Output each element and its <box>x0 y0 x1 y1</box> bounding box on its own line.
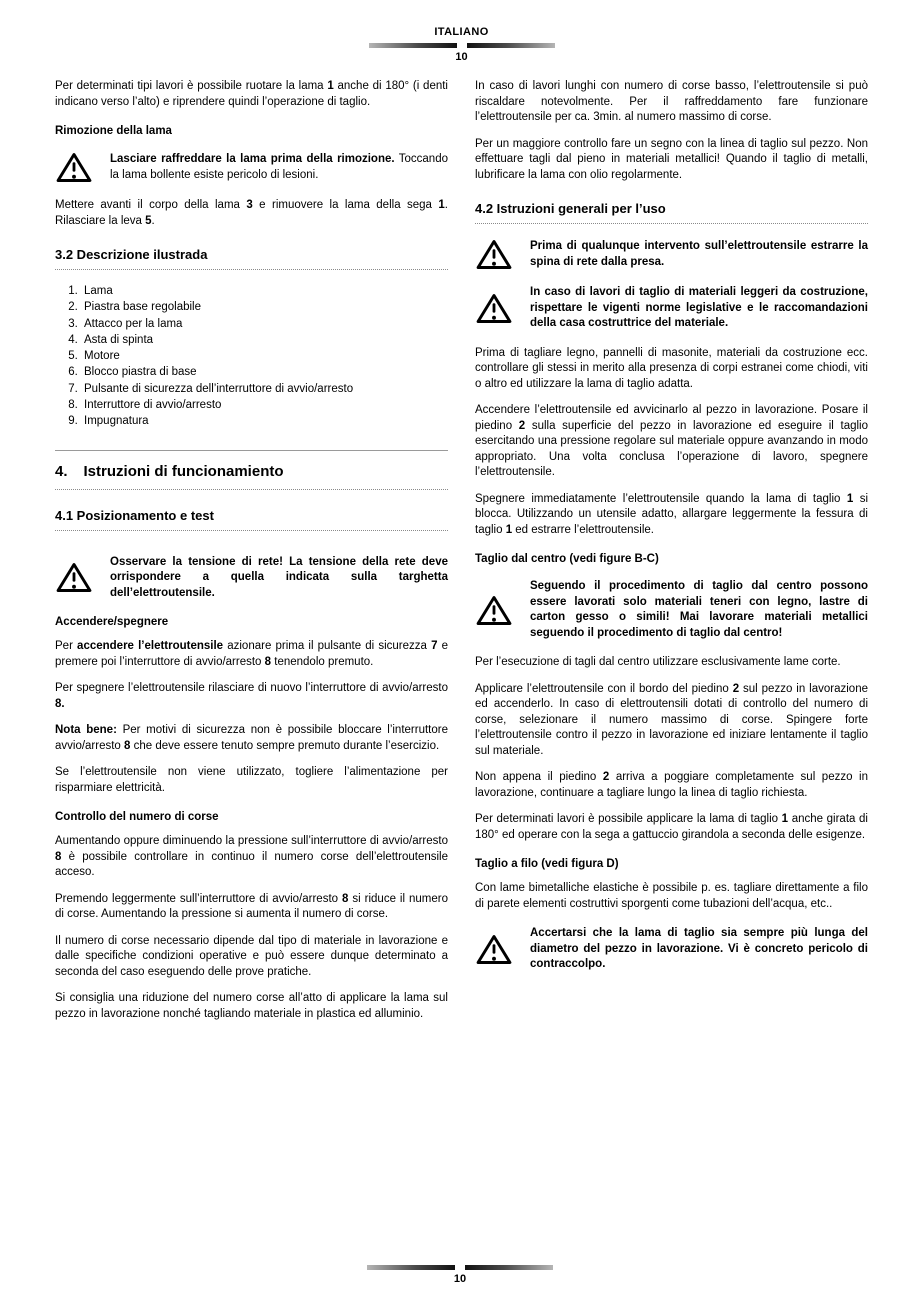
warning-triangle-icon <box>475 238 513 271</box>
parts-list-item: 2. Piastra base regolabile <box>81 299 448 315</box>
warning-text: Accertarsi che la lama di taglio sia sempre più lunga del diametro del pezzo in lavorazione. Vi è concreto pericolo di contraccolpo. <box>530 927 868 970</box>
warning-mains-voltage <box>55 555 448 602</box>
warning-plunge-cutting <box>475 579 868 641</box>
warning-text: In caso di lavori di taglio di materiali leggeri da costruzione, rispettare le vigenti norme legislative e le raccomandazioni della casa costruttrice del materiale. <box>530 286 868 329</box>
paragraph-blade-rotated: Per determinati lavori è possibile applicare la lama di taglio 1 anche girata di 180° ed operare con la sega a gattuccio girandola a seconda delle esigenze. <box>475 813 868 841</box>
warning-text: Osservare la tensione di rete! La tensione della rete deve orrispondere a quella indicata sulla targhetta dell’elettroutensile. <box>110 555 448 599</box>
parts-list-item: 7. Pulsante di sicurezza dell’interruttore di avvio/arresto <box>81 381 448 397</box>
warning-triangle-icon <box>55 561 93 594</box>
warning-text: Seguendo il procedimento di taglio dal centro possono essere lavorati solo materiali teneri con legno, lastre di carton gesso o simili! Mai lavorare materiali metallici seguendo il procedimento di taglio dal centro! <box>530 580 868 639</box>
heading-accendere-spegnere: Accendere/spegnere <box>55 616 169 629</box>
parts-list-item: 5. Motore <box>81 348 448 364</box>
warning-triangle-icon <box>475 933 513 966</box>
paragraph-stroke-rate-material: Il numero di corse necessario dipende dal tipo di materiale in lavorazione e dalle specifiche condizioni operative e può essere dunque determinato a seconda del caso eseguendo delle prove pratiche. <box>55 934 448 978</box>
header-page-number: 10 <box>455 51 468 63</box>
paragraph-rotate-blade: Per determinati tipi lavori è possibile ruotare la lama 1 anche di 180° (i denti indicano verso l’alto) e riprendere quindi l’operazione di taglio. <box>55 80 448 108</box>
footer-rule <box>0 1265 920 1270</box>
heading-controllo-corse: Controllo del numero di corse <box>55 811 219 824</box>
warning-cool-blade <box>55 151 448 184</box>
warning-text: Prima di qualunque intervento sull’elettroutensile estrarre la spina di rete dalla presa. <box>530 240 868 268</box>
heading-posizionamento-test: 4.1 Posizionamento e test <box>55 508 448 531</box>
paragraph-nota-bene: Nota bene: Per motivi di sicurezza non è possibile bloccare l’interruttore avvio/arresto 8 che deve essere tenuto sempre premuto durante l’esercizio. <box>55 724 448 752</box>
paragraph-switch-off: Per spegnere l’elettroutensile rilasciare di nuovo l’interruttore di avvio/arresto 8. <box>55 682 448 710</box>
paragraph-overheating: In caso di lavori lunghi con numero di corse basso, l’elettroutensile si può riscaldare notevolmente. Per il raffreddamento fare funzionare l’elettroutensile per ca. 3min. al numero massimo di corse. <box>475 80 868 123</box>
warning-kickback <box>475 926 868 973</box>
parts-list-item: 4. Asta di spinta <box>81 332 448 348</box>
footer-page-number: 10 <box>453 1273 467 1285</box>
parts-list-item: 8. Interruttore di avvio/arresto <box>81 397 448 413</box>
header-rule-left-bar <box>369 43 457 48</box>
page-header <box>55 26 868 63</box>
paragraph-flush-cutting: Con lame bimetalliche elastiche è possibile p. es. tagliare direttamente a filo di parete elementi costruttivi sporgenti come tubazioni dell’acqua, etc.. <box>475 882 868 910</box>
footer-rule-right-bar <box>465 1265 553 1270</box>
heading-taglio-a-filo: Taglio a filo (vedi figura D) <box>475 858 619 870</box>
paragraph-footplate-rests: Non appena il piedino 2 arriva a poggiare completamente sul pezzo in lavorazione, continuare a tagliare lungo la linea di taglio richiesta. <box>475 771 868 799</box>
warning-triangle-icon <box>55 151 93 184</box>
heading-section-4 <box>55 450 448 490</box>
header-rule <box>55 43 868 48</box>
paragraph-apply-footplate: Accendere l’elettroutensile ed avvicinarlo al pezzo in lavorazione. Posare il piedino 2 sulla superficie del pezzo in lavorazione ed eseguire il taglio esercitando una pressione regolare sul materiale oppure avanzando in modo appropriato. Una volta conclusa l’operazione di lavoro, spegnere l’elettroutensile. <box>475 404 868 478</box>
column-left <box>55 79 448 1033</box>
parts-list-item: 6. Blocco piastra di base <box>81 364 448 380</box>
section-number: 4. <box>55 462 68 480</box>
warning-unplug <box>475 238 868 271</box>
paragraph-plunge-procedure: Applicare l’elettroutensile con il bordo del piedino 2 sul pezzo in lavorazione ed accenderlo. In caso di elettroutensili dotati di controllo del numero di corse, selezionare il numero massimo di corse. Spingere forte l’elettroutensile contro il pezzo in lavorazione ed iniziare lentamente il taglio sul materiale. <box>475 682 868 757</box>
paragraph-stroke-rate-control: Aumentando oppure diminuendo la pressione sull’interruttore di avvio/arresto 8 è possibile controllare in continuo il numero corse dell’elettroutensile acceso. <box>55 835 448 879</box>
heading-istruzioni-generali: 4.2 Istruzioni generali per l’uso <box>475 201 868 224</box>
heading-rimozione-lama: Rimozione della lama <box>55 125 172 137</box>
parts-list-item: 1. Lama <box>81 283 448 299</box>
paragraph-short-blades: Per l’esecuzione di tagli dal centro utilizzare esclusivamente lame corte. <box>475 656 841 668</box>
heading-taglio-dal-centro: Taglio dal centro (vedi figure B-C) <box>475 553 659 565</box>
parts-list-item: 3. Attacco per la lama <box>81 316 448 332</box>
language-label: ITALIANO <box>434 26 489 38</box>
page-footer <box>0 1260 920 1285</box>
paragraph-switch-on: Per accendere l’elettroutensile azionare prima il pulsante di sicurezza 7 e premere poi l’interruttore di avvio/arresto 8 tenendolo premuto. <box>55 640 449 668</box>
paragraph-check-foreign-bodies: Prima di tagliare legno, pannelli di masonite, materiali da costruzione ecc. controllare gli stessi in merito alla presenza di corpi estranei come chiodi, viti o altro ed utilizzare la lama di taglio adatta. <box>475 346 868 390</box>
paragraph-stroke-rate-advice: Si consiglia una riduzione del numero corse all’atto di applicare la lama sul pezzo in lavorazione nonché tagliando materiale in plastica ed alluminio. <box>55 992 448 1020</box>
warning-light-materials <box>475 285 868 332</box>
paragraph-cut-line-mark: Per un maggiore controllo fare un segno con la linea di taglio sul pezzo. Non effettuare tagli dal pieno in materiali metallici! Quando il taglio di metalli, lubrificare la lama con olio regolarmente. <box>475 137 868 181</box>
warning-triangle-icon <box>475 292 513 325</box>
warning-triangle-icon <box>475 594 513 627</box>
heading-descrizione-ilustrada: 3.2 Descrizione ilustrada <box>55 247 448 270</box>
section-title: Istruzioni di funcionamiento <box>83 462 284 480</box>
parts-list <box>65 283 448 430</box>
header-rule-right-bar <box>467 43 555 48</box>
warning-text: Lasciare raffreddare la lama prima della rimozione. Toccando la lama bollente esiste pericolo di lesioni. <box>110 153 448 181</box>
paragraph-stroke-rate-pressure: Premendo leggermente sull’interruttore di avvio/arresto 8 si riduce il numero di corse. Aumentando la pressione si aumenta il numero di corse. <box>55 892 449 921</box>
parts-list-item: 9. Impugnatura <box>81 413 448 429</box>
two-column-body <box>55 79 868 1033</box>
footer-rule-left-bar <box>367 1265 455 1270</box>
paragraph-blade-jammed: Spegnere immediatamente l’elettroutensile quando la lama di taglio 1 si blocca. Utilizzando un utensile adatto, allargare leggermente la fessura di taglio 1 ed estrarre l’elettroutensile. <box>475 492 868 536</box>
paragraph-save-power: Se l’elettroutensile non viene utilizzato, togliere l’alimentazione per risparmiare elettricità. <box>55 766 448 794</box>
paragraph-remove-blade: Mettere avanti il corpo della lama 3 e rimuovere la lama della sega 1. Rilasciare la leva 5. <box>55 199 448 227</box>
column-right <box>475 79 868 1033</box>
